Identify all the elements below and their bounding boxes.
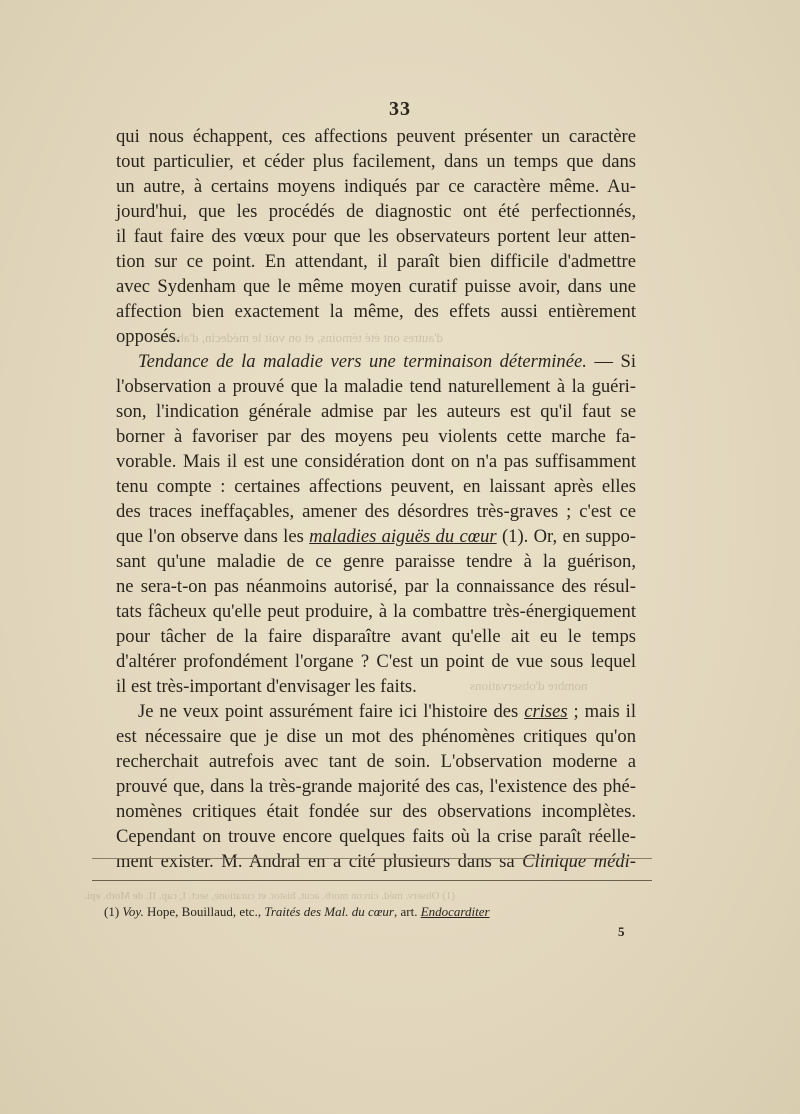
text-fragment: (1). Or, en suppo- <box>496 526 636 547</box>
text-line: nomènes critiques était fondée sur des observations incomplètes. <box>116 801 636 822</box>
text-line: pour tâcher de la faire disparaître avant qu'elle ait eu le temps <box>116 626 636 647</box>
footnote-marker: (1) <box>104 904 120 919</box>
text-line: jourd'hui, que les procédés de diagnostic ont été perfectionnés, <box>116 201 636 222</box>
footnote-voy: Voy. <box>122 904 144 919</box>
printer-signature: 5 <box>618 924 625 939</box>
text-line: l'observation a prouvé que la maladie tend naturellement à la guéri- <box>116 376 636 397</box>
text-line: des traces ineffaçables, amener des désordres très-graves ; c'est ce <box>116 501 636 522</box>
text-fragment: Je ne veux point assurément faire ici l'histoire des <box>138 701 525 722</box>
footnote <box>104 904 624 920</box>
text-line: tenu compte : certaines affections peuvent, en laissant après elles <box>116 476 636 497</box>
text-fragment: ; mais il <box>567 701 636 722</box>
text-line: tats fâcheux qu'elle peut produire, à la combattre très-énergiquement <box>116 601 636 622</box>
bleed-through-text: d'autres ont été témoins, et on voit le médecin, d'abord <box>160 330 444 345</box>
text-line: avec Sydenham que le même moyen curatif puisse avoir, dans une <box>116 276 636 297</box>
text-line: il faut faire des vœux pour que les observateurs portent leur atten- <box>116 226 636 247</box>
bleed-through-text: nombre d'observations <box>470 678 588 693</box>
crises-term: crises <box>524 701 568 722</box>
footnote-separator <box>92 858 652 859</box>
section-heading-tail: — Si <box>586 351 636 372</box>
footnote-title: Traités des Mal. du cœur <box>264 904 394 919</box>
text-line: ne sera-t-on pas néanmoins autorisé, par la connaissance des résul- <box>116 576 636 597</box>
text-line: qui nous échappent, ces affections peuvent présenter un caractère <box>116 126 636 147</box>
text-line: d'altérer profondément l'organe ? C'est un point de vue sous lequel <box>116 651 636 672</box>
text-line: tion sur ce point. En attendant, il paraît bien difficile d'admettre <box>116 251 636 272</box>
text-fragment: que l'on observe dans les <box>116 526 310 547</box>
page-number: 33 <box>389 98 411 120</box>
text-line: il est très-important d'envisager les faits. <box>116 676 417 697</box>
text-line <box>116 699 636 724</box>
text-line: sant qu'une maladie de ce genre paraisse tendre à la guérison, <box>116 551 636 572</box>
text-line: recherchait autrefois avec tant de soin. L'observation moderne a <box>116 751 636 772</box>
footnote-art: , art. <box>393 904 421 919</box>
text-line: Cependant on trouve encore quelques faits où la crise paraît réelle- <box>116 826 636 847</box>
text-line: affection bien exactement la même, des effets aussi entièrement <box>116 301 636 322</box>
text-line: tout particulier, et céder plus facilement, dans un temps que dans <box>116 151 636 172</box>
text-fragment: ment exister. M. Andral en a cité plusieurs dans sa <box>116 851 523 872</box>
text-line: vorable. Mais il est une considération dont on n'a pas suffisamment <box>116 451 636 472</box>
text-line: prouvé que, dans la très-grande majorité des cas, l'existence des phé- <box>116 776 636 797</box>
body-text <box>116 124 636 874</box>
text-line: opposés. <box>116 326 181 347</box>
footnote-article: Endocarditer <box>420 904 490 919</box>
clinique-reference: Clinique médi- <box>522 851 636 872</box>
text-line <box>116 849 636 874</box>
section-heading-line <box>116 349 636 374</box>
text-line <box>116 524 636 549</box>
text-line: un autre, à certains moyens indiqués par ce caractère même. Au- <box>116 176 636 197</box>
text-line: est nécessaire que je dise un mot des phénomènes critiques qu'on <box>116 726 636 747</box>
maladies-reference: maladies aiguës du cœur <box>309 526 497 547</box>
footnote-authors: Hope, Bouillaud, etc., <box>143 904 265 919</box>
text-line: borner à favoriser par des moyens peu violents cette marche fa- <box>116 426 636 447</box>
bleed-through-text: (1) Observ. méd. circon morb. acut. histor. et curatione, sect. I, cap. II. de Morb. epi. <box>84 890 456 902</box>
footnote-separator <box>92 880 652 881</box>
text-line: son, l'indication générale admise par les auteurs est qu'il faut se <box>116 401 636 422</box>
section-heading: Tendance de la maladie vers une terminaison déterminée. <box>138 351 587 372</box>
